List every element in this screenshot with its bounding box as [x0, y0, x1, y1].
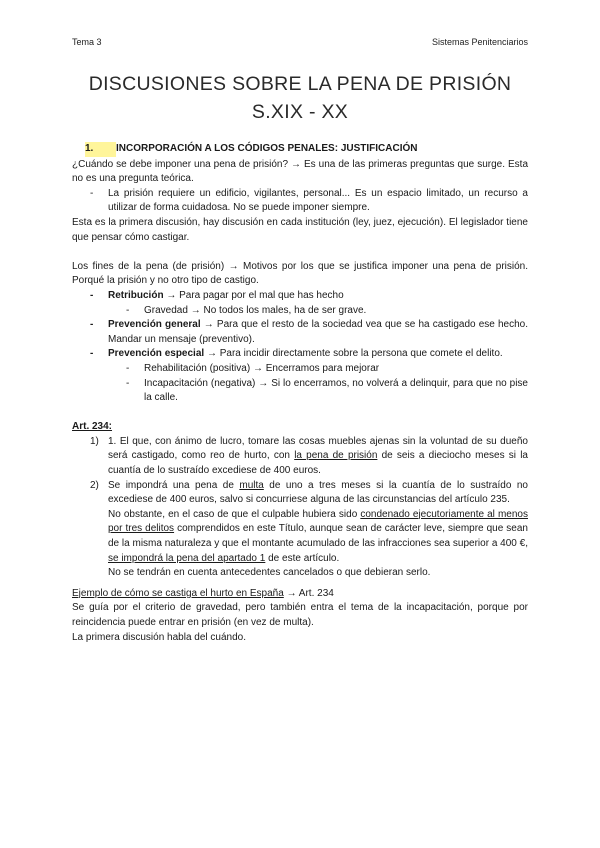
example-line-2: La primera discusión habla del cuándo. [72, 631, 246, 643]
example-link: Ejemplo de cómo se castiga el hurto en España [72, 587, 284, 599]
dash-marker: - [90, 289, 94, 301]
article-p2-text: Se impondrá una pena de [108, 479, 240, 491]
list-item-prevencion-general [72, 318, 528, 347]
dash-marker: - [90, 187, 94, 199]
header-subject: Sistemas Penitenciarios [431, 37, 528, 47]
term-retribucion: Retribución [108, 289, 164, 301]
list-item-prevencion-especial [72, 347, 528, 362]
dash-marker: - [90, 348, 94, 360]
section-heading [72, 142, 528, 157]
rehabilitacion-text: Rehabilitación (positiva) → Encerramos para mejorar [144, 362, 380, 374]
number-marker: 1) [90, 435, 99, 447]
article-paragraph-1 [72, 435, 528, 479]
list-item-text: La prisión requiere un edificio, vigilantes, personal... Es un espacio limitado, un recurso a utilizar de forma cuidadosa. No se puede imponer siempre. [108, 187, 528, 214]
article-p1-underline: la pena de prisión [294, 450, 378, 462]
article-p4-text: No se tendrán en cuenta antecedentes cancelados o que debieran serlo. [108, 567, 431, 579]
article-p2-text-end: de uno a tres meses si la cuantía de lo sustraído no excediese de 400 euros, salvo si concurriese alguna de las circunstancias del artículo 235. [108, 479, 528, 506]
section-heading-text: INCORPORACIÓN A LOS CÓDIGOS PENALES: JUSTIFICACIÓN [116, 143, 418, 154]
example-suffix: → Art. 234 [283, 587, 334, 599]
article-paragraph-2 [72, 479, 528, 508]
article-paragraph-4 [72, 566, 528, 581]
section-after: Esta es la primera discusión, hay discusión en cada institución (ley, juez, ejecución). El legislador tiene que pensar cómo castigar. [72, 216, 528, 243]
dash-marker: - [126, 377, 130, 389]
article-p3-text: No obstante, en el caso de que el culpable hubiera sido [108, 508, 361, 520]
example-line-1: Se guía por el criterio de gravedad, pero también entra el tema de la incapacitación, porque por reincidencia puede entrar en prisión (en vez de multa). [72, 602, 528, 628]
list-item-incapacitacion [72, 377, 528, 406]
list-item-rehabilitacion [72, 362, 528, 377]
article-p3-underline-1: condenado ejecutoriamente al menos por tres delitos [108, 508, 528, 535]
incapacitacion-text: Incapacitación (negativa) → Si lo encerramos, no volverá a delinquir, para que no pise la calle. [144, 377, 528, 404]
page-subtitle: S.XIX - XX [251, 101, 349, 123]
dash-marker: - [90, 319, 94, 331]
retribucion-text: → Para pagar por el mal que has hecho [163, 289, 344, 301]
fines-intro: Los fines de la pena (de prisión) → Motivos por los que se justifica imponer una pena de prisión. Porqué la prisión y no otro tipo de castigo. [72, 260, 528, 287]
gravedad-text: Gravedad → No todos los males, ha de ser grave. [144, 304, 367, 316]
prevencion-general-text: → Para que el resto de la sociedad vea que se ha castigado ese hecho. Mandar un mensaje (preventivo). [108, 319, 528, 345]
number-marker: 2) [90, 479, 99, 491]
list-item-retribucion [72, 289, 528, 304]
dash-marker: - [126, 362, 130, 374]
article-p3-underline-2: se impondrá la pena del apartado 1 [108, 552, 266, 564]
dash-marker: - [126, 304, 130, 316]
article-p1-text-end: de seis a dieciocho meses si la cuantía de lo sustraído excediese de 400 euros. [108, 450, 528, 477]
document-body [72, 142, 528, 645]
article-p2-underline: multa [239, 479, 264, 491]
prevencion-especial-text: → Para incidir directamente sobre la persona que comete el delito. [204, 348, 503, 360]
article-p1-text: 1. El que, con ánimo de lucro, tomare las cosas muebles ajenas sin la voluntad de su dueño será castigado, como reo de hurto, con [108, 435, 528, 462]
article-p3-text-mid: comprendidos en este Título, aunque sean de carácter leve, siempre que sean de la misma naturaleza y que el montante acumulado de las infracciones sea superior a 400 €, [108, 523, 528, 550]
list-item-gravedad [72, 304, 528, 319]
section-number: 1. [85, 142, 116, 157]
article-p3-text-end: de este artículo. [265, 552, 340, 564]
term-prevencion-especial: Prevención especial [108, 348, 205, 360]
example-heading [72, 587, 528, 602]
list-item [72, 187, 528, 216]
section-intro: ¿Cuándo se debe imponer una pena de prisión? → Es una de las primeras preguntas que surge. Esta no es una pregunta teórica. [72, 158, 528, 185]
article-title: Art. 234: [72, 421, 113, 433]
header-topic: Tema 3 [72, 37, 102, 47]
article-paragraph-3 [72, 508, 528, 566]
page-title: DISCUSIONES SOBRE LA PENA DE PRISIÓN [88, 73, 512, 95]
term-prevencion-general: Prevención general [108, 319, 201, 331]
